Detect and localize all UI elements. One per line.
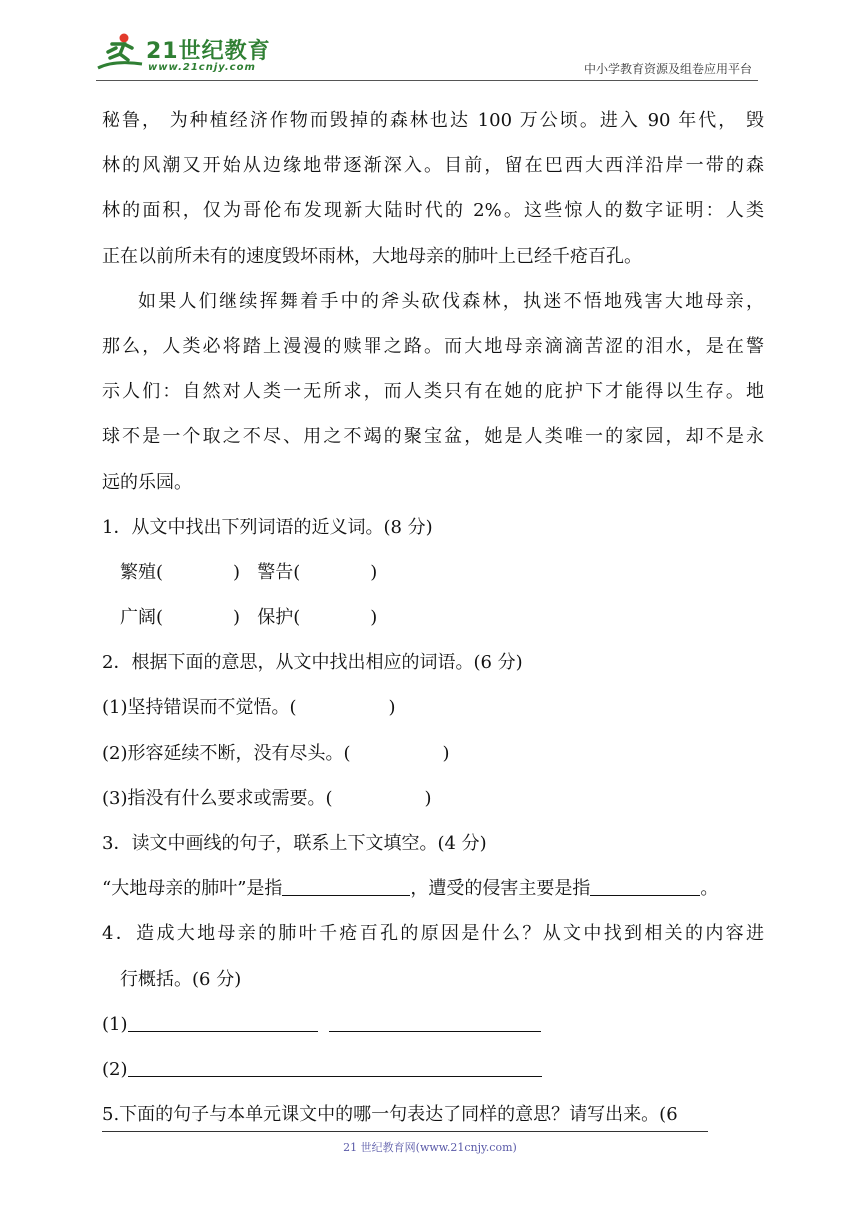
logo-text: 21世纪教育 — [146, 39, 271, 64]
question-1-row-2: 广阔( ) 保护( ) — [120, 607, 378, 629]
passage-line: 林的风潮又开始从边缘地带逐渐深入。目前，留在巴西大西洋沿岸一带的森 — [102, 155, 764, 177]
question-4-answer: (1) — [102, 1002, 764, 1047]
header-tagline: 中小学教育资源及组卷应用平台 — [583, 62, 752, 76]
synonym-word: 广阔( — [120, 607, 164, 629]
page-header — [0, 0, 860, 84]
header-divider — [96, 80, 758, 81]
site-logo[interactable] — [94, 30, 271, 78]
passage-line: 那么，人类必将踏上漫漫的赎罪之路。而大地母亲滴滴苦涩的泪水，是在警 — [102, 335, 764, 357]
answer-blank[interactable] — [590, 877, 700, 896]
question-3-fill: “大地母亲的肺叶”是指 ，遭受的侵害主要是指 。 — [102, 878, 719, 900]
question-2-item: (1)坚持错误而不觉悟。( ) — [102, 697, 396, 719]
logo-url: www.21cnjy.com — [148, 62, 256, 73]
question-4-answer: (2) — [102, 1047, 764, 1092]
passage-line: 如果人们继续挥舞着手中的斧头砍伐森林，执迷不悟地残害大地母亲， — [138, 290, 764, 312]
answer-blank[interactable] — [128, 1058, 542, 1077]
answer-blank[interactable] — [282, 877, 410, 896]
question-4-prompt-cont: 行概括。(6 分) — [120, 968, 242, 990]
question-1-row-1: 繁殖( ) 警告( ) — [120, 561, 378, 583]
page-footer[interactable]: 21 世纪教育网(www.21cnjy.com) — [343, 1141, 517, 1154]
question-5-prompt: 5.下面的句子与本单元课文中的哪一句表达了同样的意思？请写出来。(6 — [102, 1104, 678, 1126]
question-2-item: (2)形容延续不断，没有尽头。( ) — [102, 742, 450, 764]
footer-divider — [102, 1131, 708, 1132]
synonym-word: 繁殖( — [120, 561, 164, 583]
passage-line: 秘鲁， 为种植经济作物而毁掉的森林也达 100 万公顷。进入 90 年代， 毁 — [102, 110, 764, 131]
question-1-prompt: 1．从文中找出下列词语的近义词。(8 分) — [102, 516, 433, 538]
passage-line: 球不是一个取之不尽、用之不竭的聚宝盆，她是人类唯一的家园，却不是永 — [102, 426, 764, 448]
synonym-word: 警告( — [257, 561, 301, 583]
passage-line: 远的乐园。 — [102, 471, 192, 493]
question-2-item: (3)指没有什么要求或需要。( ) — [102, 787, 432, 809]
question-2-prompt: 2．根据下面的意思，从文中找出相应的词语。(6 分) — [102, 652, 523, 674]
document-body — [102, 98, 764, 1137]
passage-line: 林的面积，仅为哥伦布发现新大陆时代的 2%。这些惊人的数字证明：人类 — [102, 200, 764, 222]
passage-line: 示人们：自然对人类一无所求，而人类只有在她的庇护下才能得以生存。地 — [102, 381, 764, 403]
synonym-word: 保护( — [257, 607, 301, 629]
question-3-prompt: 3．读文中画线的句子，联系上下文填空。(4 分) — [102, 833, 487, 854]
answer-blank[interactable] — [128, 1013, 318, 1032]
running-figure-icon — [94, 30, 146, 74]
answer-blank[interactable] — [329, 1013, 541, 1032]
question-4-prompt: 4．造成大地母亲的肺叶千疮百孔的原因是什么？从文中找到相关的内容进 — [102, 923, 764, 945]
passage-line: 正在以前所未有的速度毁坏雨林，大地母亲的肺叶上已经千疮百孔。 — [102, 245, 642, 267]
